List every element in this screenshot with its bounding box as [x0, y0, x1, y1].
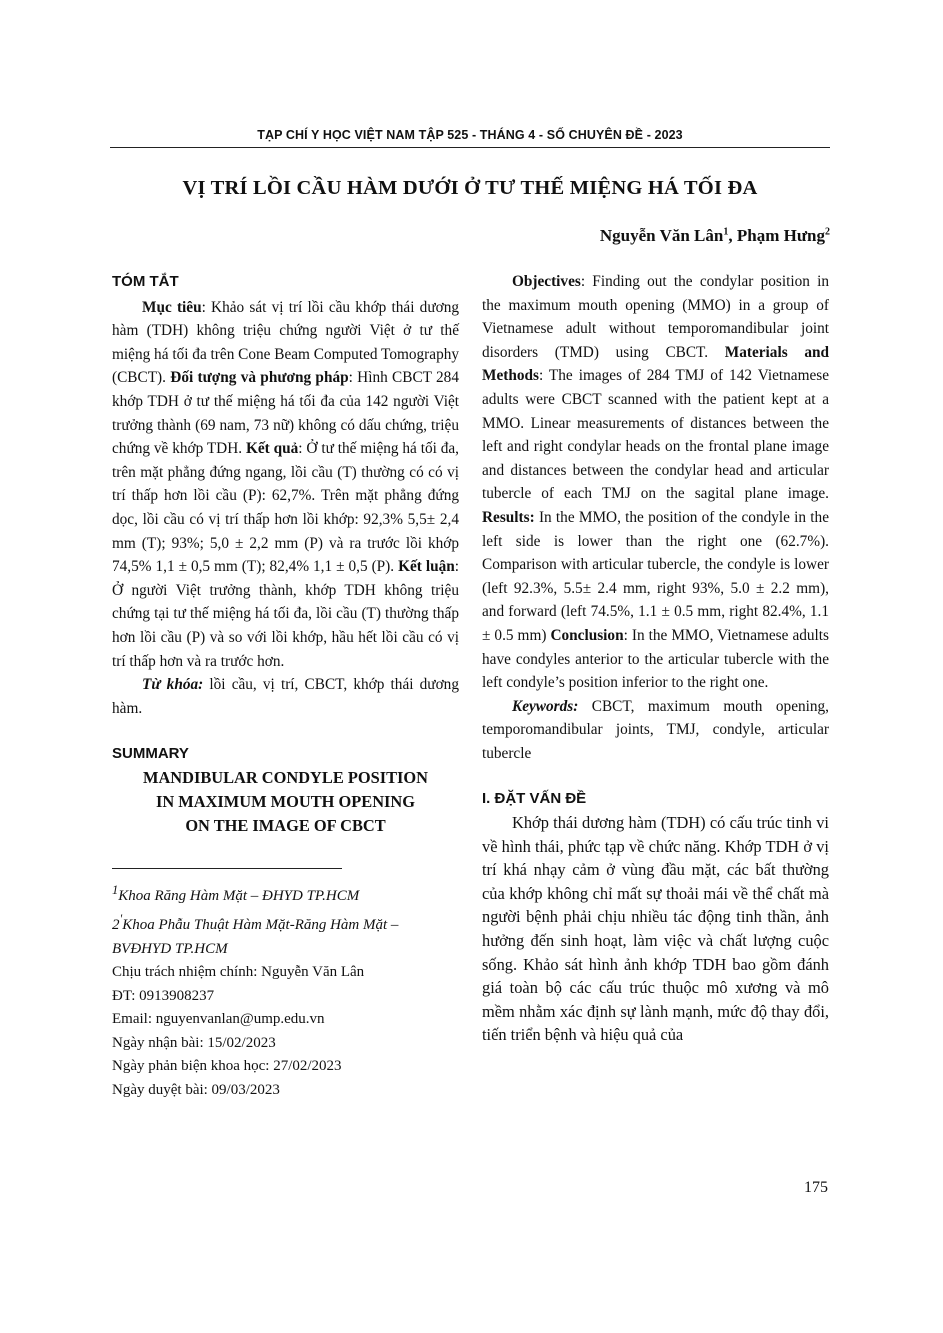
methods-label: Đối tượng và phương pháp — [170, 369, 349, 387]
objectives-label: Objectives — [512, 273, 581, 290]
header-rule — [110, 147, 830, 148]
section-1-text: Khớp thái dương hàm (TDH) có cấu trúc tinh vi về hình thái, phức tạp về chức năng. Khớp TDH ở vị trí khá nhạy cảm ở vùng đầu mặt, các bất thường của khớp không chỉ mất sự thoải mái về thể chất mà người bệnh phải chịu nhiều tác động tinh thần, ảnh hưởng đến sinh hoạt, làm việc và chất lượng cuộc sống. Khảo sát hình ảnh khớp TDH bao gồm đánh giá toàn bộ các cấu trúc thuộc mô xương và mô mềm nhằm xác định sự lành mạnh, mức độ thay đổi, tiến triển bệnh và hiệu quả của — [482, 813, 829, 1045]
article-title: VỊ TRÍ LỒI CẦU HÀM DƯỚI Ở TƯ THẾ MIỆNG HÁ TỐI ĐA — [182, 177, 758, 199]
page-number: 175 — [804, 1179, 828, 1196]
results-en-label: Results: — [482, 508, 535, 526]
abstract-heading: TÓM TẮT — [112, 273, 179, 290]
results-text: : Ở tư thế miệng há tối đa, trên mặt phẳng đứng ngang, lồi cầu (T) thường có có vị trí thấp hơn lồi cầu (P): 62,7%. Trên mặt phẳng đứng dọc, lồi cầu có vị trí thấp hơn lồi khớp: 92,3% 5,5± 2,4 mm (T); 93%; 5,0 ± 2,2 mm (P) và ra trước lồi khớp 74,5% 1,1 ± 0,5 mm (T); 82,4% 1,1 ± 0,5 (P). — [112, 440, 459, 576]
author-1: Nguyễn Văn Lân — [599, 226, 724, 245]
date-accepted: Ngày duyệt bài: 09/03/2023 — [112, 1081, 280, 1098]
objective-label: Mục tiêu — [142, 298, 202, 316]
author-separator: , — [728, 226, 737, 245]
keywords-vi-text: lồi cầu, vị trí, CBCT, khớp thái dương hàm. — [112, 676, 459, 717]
phone: ĐT: 0913908237 — [112, 987, 215, 1004]
objectives-text: : Finding out the condylar position in the maximum mouth opening (MMO) in a group of Vietnamese adult without temporomandibular joint disorders (TMD) using CBCT. — [482, 273, 829, 361]
conclusion-en-text: : In the MMO, Vietnamese adults have condyles anterior to the articular tubercle with the left condyle’s position inferior to the right one. — [482, 626, 829, 692]
summary-title-line-3: ON THE IMAGE OF CBCT — [185, 815, 386, 835]
summary-title — [112, 766, 459, 838]
methods-en-label: Materials and Methods — [482, 343, 829, 385]
email: Email: nguyenvanlan@ump.edu.vn — [112, 1011, 325, 1028]
date-reviewed: Ngày phản biện khoa học: 27/02/2023 — [112, 1058, 342, 1075]
affiliation-1 — [112, 879, 459, 909]
author-1-affiliation: 1 — [723, 226, 729, 238]
affiliation-2: 2'Khoa Phẫu Thuật Hàm Mặt-Răng Hàm Mặt – BVĐHYD TP.HCM — [112, 912, 399, 957]
methods-en-text: : The images of 284 TMJ of 142 Vietnamese adults were CBCT scanned with the patient kept at a MMO. Linear measurements of distances between the left and right condylar heads on the frontal plane image and distances between the condylar head and articular tubercle of each TMJ on the sagital plane image. — [482, 367, 829, 503]
results-en-text: In the MMO, the position of the condyle in the left side is lower than the right one (62.7%). Comparison with articular tubercle, the condyle is lower (left 92.3%, 5.5± 2.4 mm, right 93%, 5.0 ± 2.2 mm), and forward (left 74.5%, 1.1 ± 0.5 mm, right 82.4%, 1.1 ± 0.5 mm) — [482, 508, 829, 644]
objective-text: : Khảo sát vị trí lồi cầu khớp thái dương hàm (TDH) không triệu chứng người Việt ở tư thế miệng há tối đa trên Cone Beam Computed Tomography (CBCT). — [112, 298, 460, 387]
affiliation-2-mark: 2 — [112, 917, 120, 934]
author-2-affiliation: 2 — [825, 226, 830, 238]
right-column — [482, 270, 829, 1047]
responsible-author: Chịu trách nhiệm chính: Nguyễn Văn Lân — [112, 964, 365, 981]
author-2: Phạm Hưng — [736, 226, 825, 245]
affiliation-1-text: Khoa Răng Hàm Mặt – ĐHYD TP.HCM — [118, 887, 360, 904]
methods-text: : Hình CBCT 284 khớp TDH ở tư thế miệng há tối đa của 142 người Việt trưởng thành (69 nam, 73 nữ) không có dấu chứng, triệu chứng về khớp TDH. — [112, 369, 459, 458]
abstract-en-text — [482, 270, 829, 695]
affiliation-2-text: Khoa Phẫu Thuật Hàm Mặt-Răng Hàm Mặt – BVĐHYD TP.HCM — [112, 917, 399, 957]
keywords-en-label: Keywords: — [512, 697, 579, 715]
conclusion-label: Kết luận — [398, 558, 455, 576]
abstract-vi-text — [112, 296, 459, 674]
journal-header: TẠP CHÍ Y HỌC VIỆT NAM TẬP 525 - THÁNG 4 - SỐ CHUYÊN ĐỀ - 2023 — [257, 128, 683, 142]
summary-heading: SUMMARY — [112, 745, 189, 763]
keywords-vi-label: Từ khóa: — [142, 676, 204, 694]
left-column — [112, 270, 459, 1102]
keywords-en-text: CBCT, maximum mouth opening, temporomandibular joints, TMJ, condyle, articular tubercle — [482, 697, 829, 762]
summary-title-line-1: MANDIBULAR CONDYLE POSITION — [142, 767, 429, 787]
summary-title-line-2: IN MAXIMUM MOUTH OPENING — [155, 791, 416, 811]
keywords-en — [482, 695, 829, 766]
authors — [600, 226, 830, 246]
date-received: Ngày nhận bài: 15/02/2023 — [112, 1034, 276, 1051]
results-label: Kết quả — [245, 440, 299, 458]
section-1-heading: I. ĐẶT VẤN ĐỀ — [482, 790, 587, 808]
conclusion-text: : Ở người Việt trưởng thành, khớp TDH không triệu chứng tại tư thế miệng há tối đa, lồi cầu (T) thường thấp hơn lồi cầu (P) và so với lồi khớp, hầu hết lồi cầu có vị trí thấp hơn và ra trước hơn. — [112, 558, 459, 670]
footnote-rule — [112, 868, 342, 869]
affiliation-1-mark: 1 — [112, 882, 119, 897]
keywords-vi — [112, 673, 459, 720]
conclusion-en-label: Conclusion — [550, 626, 624, 644]
